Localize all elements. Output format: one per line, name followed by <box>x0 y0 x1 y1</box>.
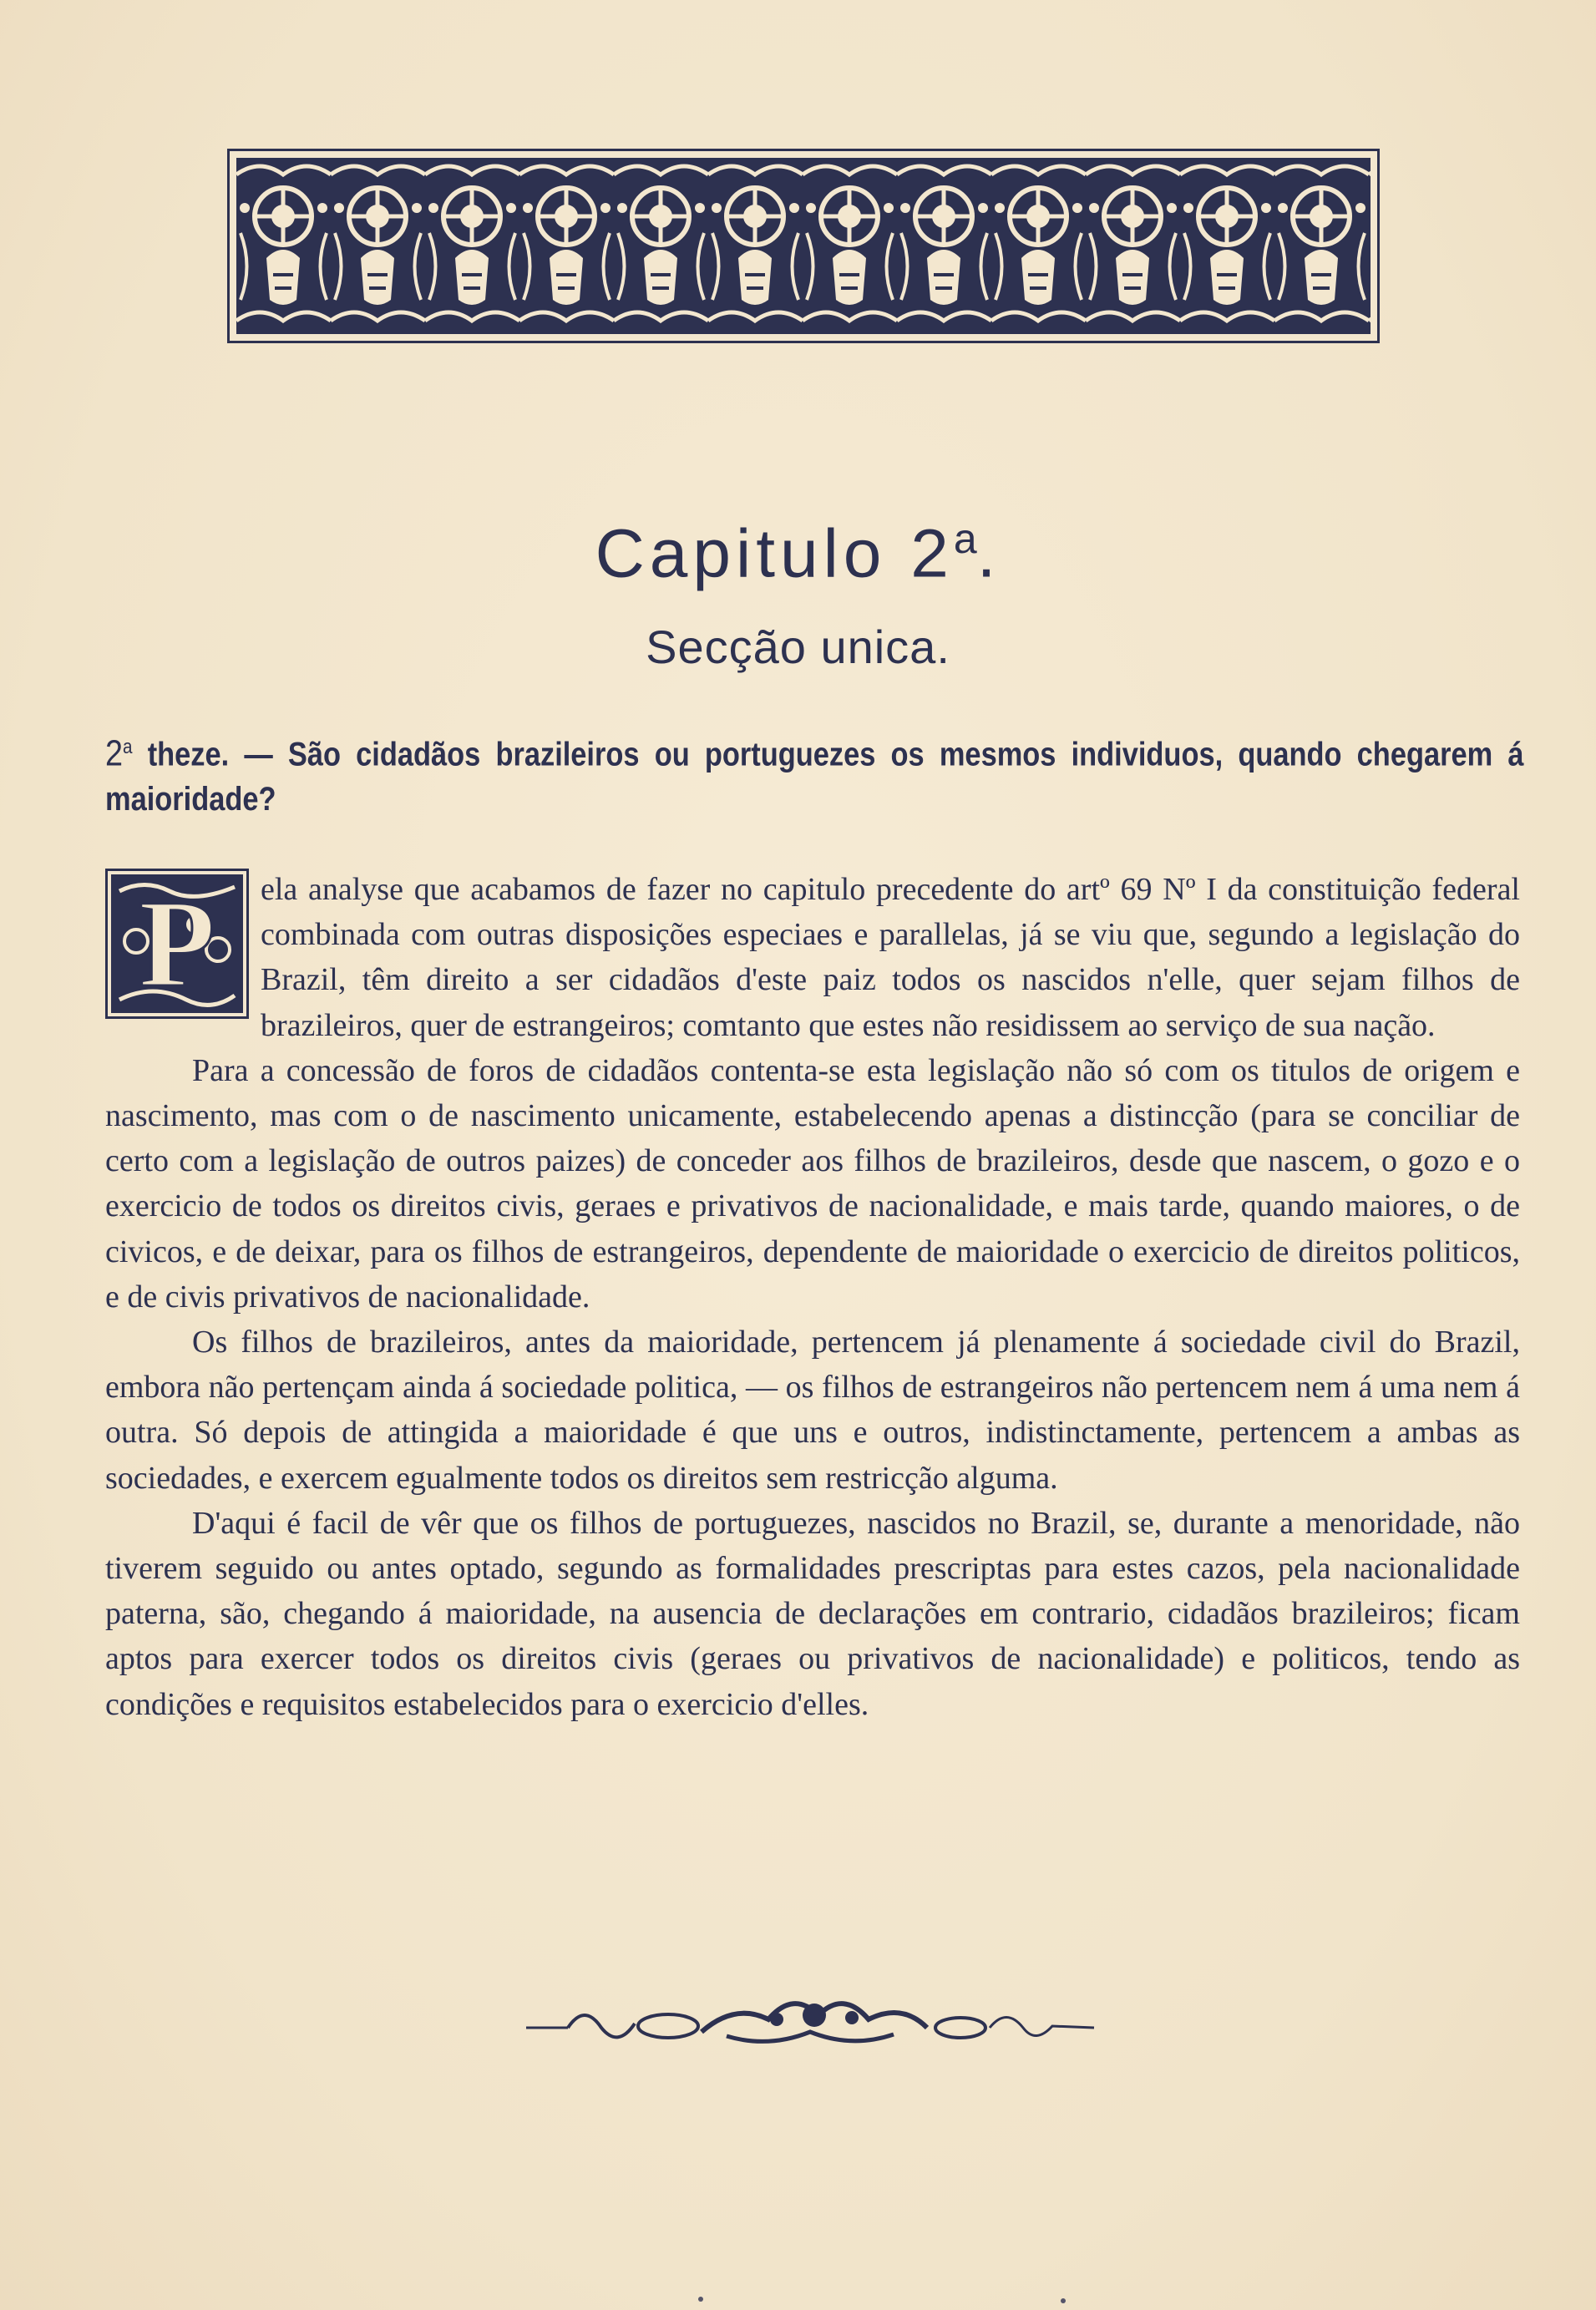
floral-vase-ornament-icon <box>236 158 1371 334</box>
drop-cap-letter: P <box>139 874 215 1013</box>
section-title: Secção unica. <box>646 621 950 673</box>
header-ornament-band <box>227 149 1380 343</box>
page-speck <box>1061 2298 1066 2303</box>
chapter-title: Capitulo 2$^a$. <box>595 515 1001 592</box>
floral-scroll-tailpiece-icon <box>518 1986 1102 2053</box>
theze-heading: 2$^a$ theze. — São cidadãos brazileiros ou portuguezes os mesmos individuos, quando chegarem á maioridade? <box>105 732 1524 818</box>
paragraph-1: ela analyse que acabamos de fazer no capitulo precedente do artº 69 Nº I da constituição federal combinada com outras disposições especiaes e parallelas, já se viu que, segundo a legislação do Brazil, têm direito a ser cidadãos d'este paiz todos os nascidos n'elle, quer sejam filhos de brazileiros, quer de estrangeiros; comtanto que estes não residissem ao serviço de sua nação. <box>261 872 1520 1043</box>
drop-cap <box>105 869 249 1019</box>
paragraph-2: Para a concessão de foros de cidadãos contenta-se esta legislação não só com os titulos de origem e nascimento, mas com o de nascimento unicamente, estabelecendo apenas a distincção (para se conciliar de certo com a legislação de outros paizes) de conceder aos filhos de brazileiros, desde que nascem, o gozo e o exercicio de todos os direitos civis, geraes e privativos de nacionalidade, e mais tarde, quando maiores, o de civicos, e de deixar, para os filhos de estrangeiros, dependente de maioridade o exercicio de direitos politicos, e de civis privativos de nacionalidade. <box>105 1052 1520 1315</box>
paragraph-4: D'aqui é facil de vêr que os filhos de portuguezes, nascidos no Brazil, se, durante a menoridade, não tiverem seguido ou antes optado, segundo as formalidades prescriptas para estes cazos, pela nacionalidade paterna, são, chegando á maioridade, na ausencia de declarações em contrario, cidadãos brazileiros; ficam aptos para exercer todos os direitos civis (geraes ou privativos de nacionalidade) e politicos, tendo as condições e requisitos estabelecidos para o exercicio d'elles. <box>105 1505 1520 1722</box>
page-speck <box>698 2297 703 2302</box>
paragraph-3: Os filhos de brazileiros, antes da maioridade, pertencem já plenamente á sociedade civil do Brazil, embora não pertençam ainda á sociedade politica, — os filhos de estrangeiros não pertencem nem á uma nem á outra. Só depois de attingida a maioridade é que uns e outros, indistinctamente, pertencem a ambas as sociedades, e exercem egualmente todos os direitos sem restricção alguma. <box>105 1325 1520 1496</box>
body-text <box>105 867 1520 1727</box>
